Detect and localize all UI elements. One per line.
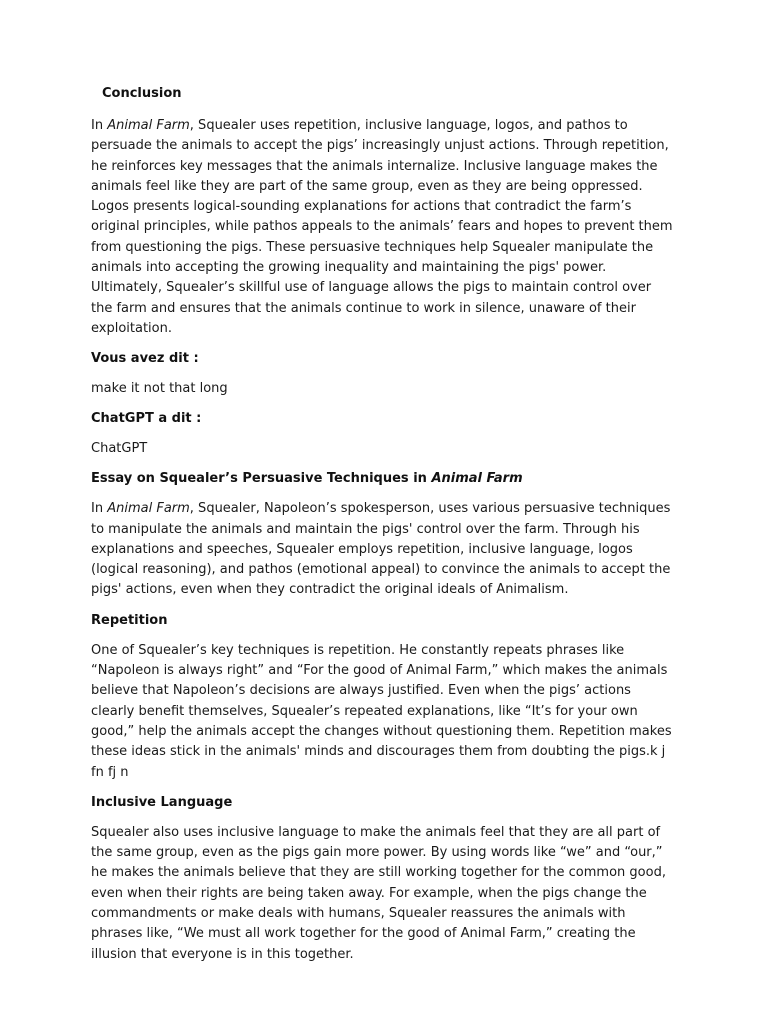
- section-heading-repetition: Repetition: [91, 612, 168, 628]
- assistant-name: ChatGPT: [91, 441, 148, 457]
- conclusion-text-post: , Squealer uses repetition, inclusive language, logos, and pathos to persuade the animals to accept the pigs’ increasingly unjust actions. Through repetition, he reinforces key messages that the animals internalize. Inclusive language makes the animals feel like they are part of the same group, even as they are being oppressed. Logos presents logical-sounding explanations for actions that contradict the farm’s original principles, while pathos appeals to the animals’ fears and hopes to prevent them from questioning the pigs. These persuasive techniques help Squealer manipulate the animals into accepting the growing inequality and maintaining the pigs' power. Ultimately, Squealer’s skillful use of language allows the pigs to maintain control over the farm and ensures that the animals continue to work in silence, unaware of their exploitation.: [91, 118, 673, 336]
- essay-intro-post: , Squealer, Napoleon’s spokesperson, uses various persuasive techniques to manipulate the animals and maintain the pigs' control over the farm. Through his explanations and speeches, Squealer employs repetition, inclusive language, logos (logical reasoning), and pathos (emotional appeal) to convince the animals to accept the pigs' actions, even when they contradict the original ideals of Animalism.: [91, 501, 671, 598]
- essay-title: [91, 469, 676, 489]
- essay-title-pre: Essay on Squealer’s Persuasive Techniques in: [91, 471, 432, 487]
- assistant-label: ChatGPT a dit :: [91, 411, 202, 427]
- user-label: Vous avez dit :: [91, 351, 199, 367]
- essay-intro-book-title: Animal Farm: [107, 501, 190, 517]
- section-paragraph-inclusive-language: Squealer also uses inclusive language to make the animals feel that they are all part of the same group, even as the pigs gain more power. By using words like “we” and “our,” he makes the animals believe that they are still working together for the common good, even when their rights are being taken away. For example, when the pigs change the commandments or make deals with humans, Squealer reassures the animals with phrases like, “We must all work together for the good of Animal Farm,” creating the illusion that everyone is in this together.: [91, 824, 666, 962]
- section-paragraph-repetition: One of Squealer’s key techniques is repetition. He constantly repeats phrases like “Napoleon is always right” and “For the good of Animal Farm,” which makes the animals believe that Napoleon’s decisions are always justified. Even when the pigs’ actions clearly benefit themselves, Squealer’s repeated explanations, like “It’s for your own good,” help the animals accept the changes without questioning them. Repetition makes these ideas stick in the animals' minds and discourages them from doubting the pigs.k j fn fj n: [91, 642, 672, 780]
- section-heading-inclusive-language: Inclusive Language: [91, 794, 233, 810]
- user-message: make it not that long: [91, 381, 228, 397]
- conclusion-paragraph: [91, 116, 676, 339]
- conclusion-text-pre: In: [91, 118, 108, 133]
- essay-intro-paragraph: [91, 499, 676, 600]
- conclusion-heading: Conclusion: [102, 86, 182, 101]
- essay-title-book: Animal Farm: [431, 471, 523, 487]
- conclusion-book-title: Animal Farm: [107, 118, 190, 133]
- essay-intro-pre: In: [91, 501, 108, 517]
